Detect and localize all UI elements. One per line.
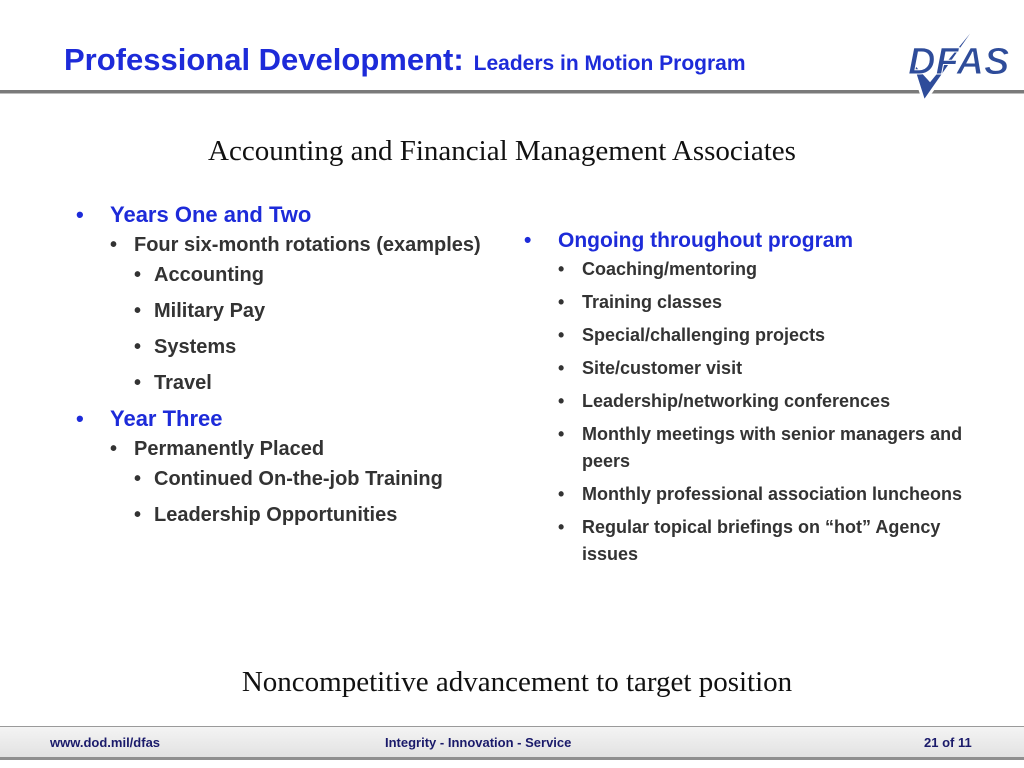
section-heading: Years One and Two [110,202,312,227]
footer [0,726,1024,760]
list-item: • Coaching/mentoring [558,256,994,283]
section-years-one-two [76,200,516,398]
right-column [524,226,994,574]
conclusion-text: Noncompetitive advancement to target position [241,666,793,698]
list-item: • Training classes [558,289,994,316]
list-item: • Monthly professional association luncheons [558,481,994,508]
section-ongoing [524,226,994,568]
slide-subtitle: Accounting and Financial Management Associates [208,135,796,167]
list-item: • Special/challenging projects [558,322,994,349]
list-item: • Monthly meetings with senior managers and peers [558,421,994,475]
list-item [110,434,516,530]
sub-list-item: • Military Pay [134,296,516,326]
header-divider [0,90,1024,94]
list-item: • Site/customer visit [558,355,994,382]
list-item: • Regular topical briefings on “hot” Agency issues [558,514,994,568]
page-number: 21 of 11 [924,735,972,750]
footer-tagline: Integrity - Innovation - Service [385,735,572,750]
sub-list-item: • Systems [134,332,516,362]
sub-list-item: • Accounting [134,260,516,290]
logo-text: DFAS [908,41,1009,83]
list-item-text: Permanently Placed [134,438,325,460]
title-sub: Leaders in Motion Program [473,52,746,75]
sub-list-item: • Continued On-the-job Training [134,464,516,494]
section-heading: Ongoing throughout program [558,229,854,252]
dfas-logo [894,0,1009,110]
section-heading: Year Three [110,406,223,431]
list-item: • Leadership/networking conferences [558,388,994,415]
title-main: Professional Development: [64,42,464,77]
sub-list-item: • Leadership Opportunities [134,500,516,530]
list-item-text: Four six-month rotations (examples) [134,234,481,256]
sub-list-item: • Travel [134,368,516,398]
section-year-three [76,404,516,530]
slide-title [64,42,746,78]
left-column [76,200,516,536]
footer-url[interactable]: www.dod.mil/dfas [50,735,161,750]
list-item [110,230,516,398]
